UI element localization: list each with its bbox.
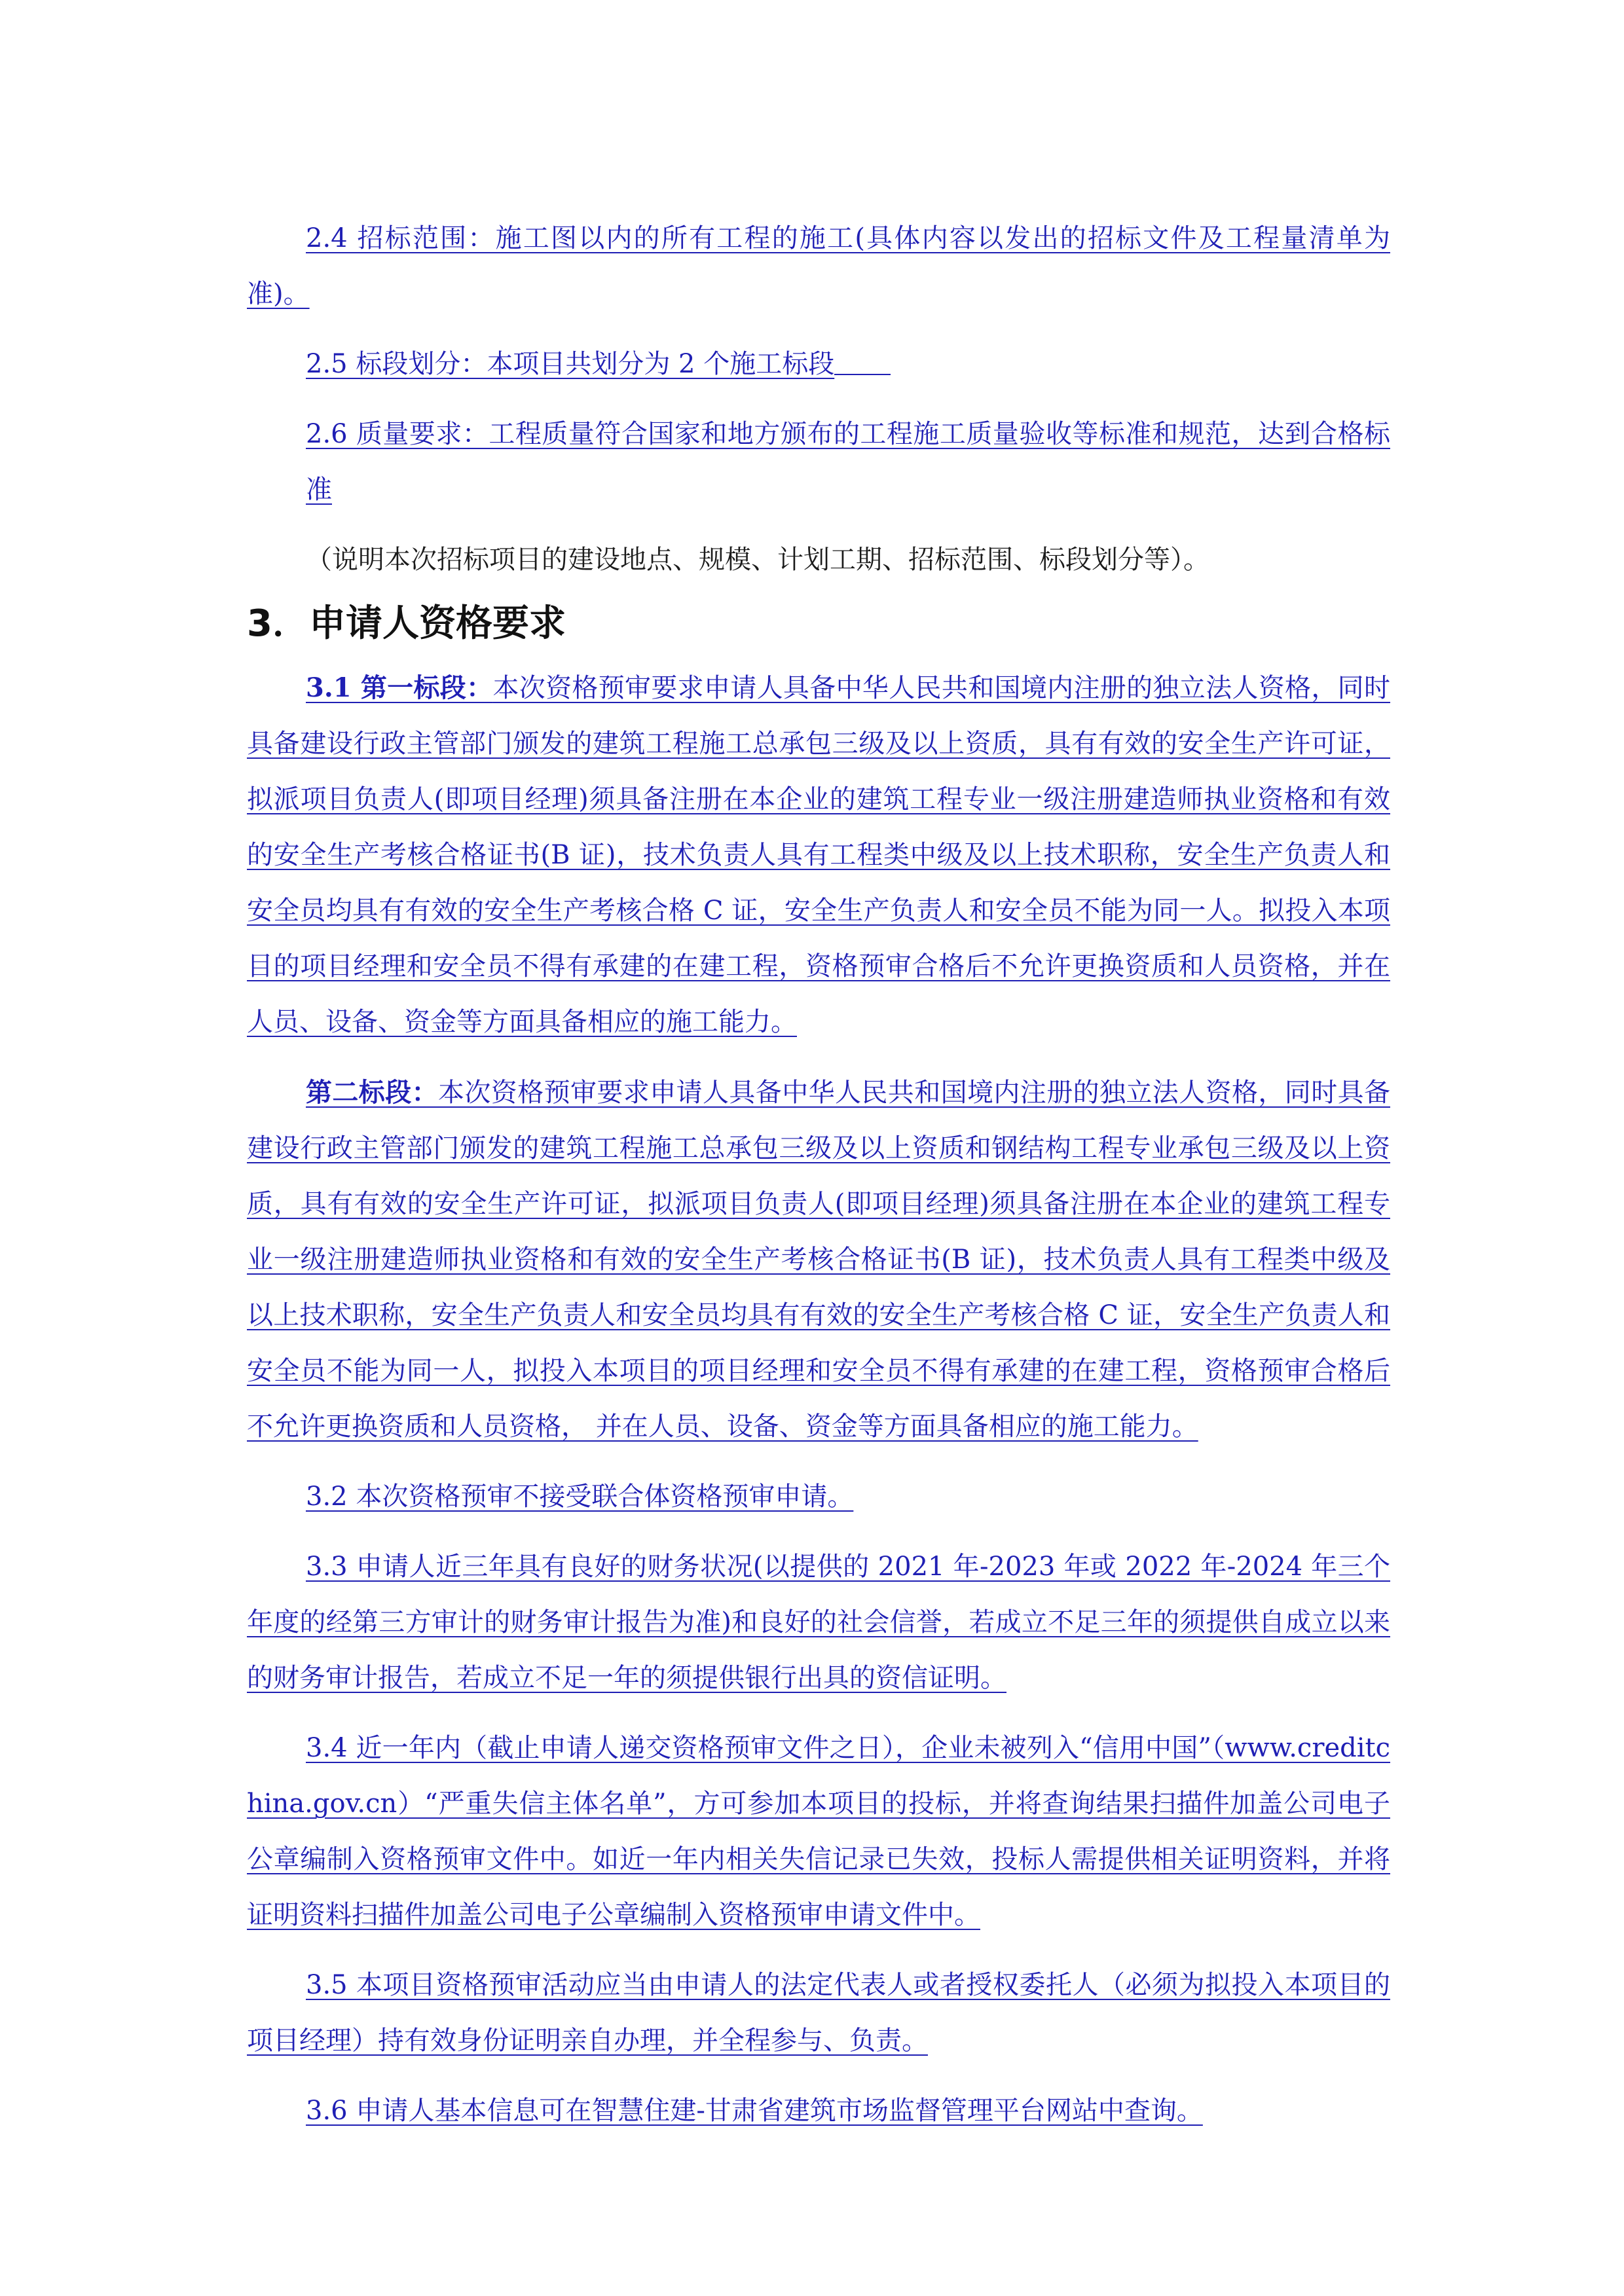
- section-3-1: [247, 660, 1390, 1050]
- section-3-1-lot-2-label: 第二标段：: [306, 1077, 438, 1108]
- document-body: [247, 211, 1390, 2153]
- section-3-2: [247, 1469, 1390, 1525]
- section-3-3-text: 3.3 申请人近三年具有良好的财务状况(以提供的 2021 年-2023 年或 2022 年-2024 年三个年度的经第三方审计的财务审计报告为准)和良好的社会信誉，若成立不足三年的须提供自成立以来的财务审计报告，若成立不足一年的须提供银行出具的资信证明。: [247, 1552, 1390, 1693]
- section-3-4: [247, 1721, 1390, 1943]
- section-3-2-text: 3.2 本次资格预审不接受联合体资格预审申请。: [306, 1482, 854, 1512]
- section-3-1-lot-2: [247, 1065, 1390, 1455]
- section-3-6-text: 3.6 申请人基本信息可在智慧住建-甘肃省建筑市场监督管理平台网站中查询。: [306, 2096, 1203, 2126]
- section-3-1-text: 本次资格预审要求申请人具备中华人民共和国境内注册的独立法人资格，同时具备建设行政主管部门颁发的建筑工程施工总承包三级及以上资质，具有有效的安全生产许可证，拟派项目负责人(即项目经理)须具备注册在本企业的建筑工程专业一级注册建造师执业资格和有效的安全生产考核合格证书(B 证)，技术负责人具有工程类中级及以上技术职称，安全生产负责人和安全员均具有有效的安全生产考核合格 C 证，安全生产负责人和安全员不能为同一人。拟投入本项目的项目经理和安全员不得有承建的在建工程，资格预审合格后不允许更换资质和人员资格，并在人员、设备、资金等方面具备相应的施工能力。: [247, 673, 1391, 1037]
- fill-blank-line: [834, 371, 891, 375]
- section-3-5: [247, 1958, 1390, 2069]
- section-3-4-text: 3.4 近一年内（截止申请人递交资格预审文件之日），企业未被列入“信用中国”（www.creditchina.gov.cn）“严重失信主体名单”，方可参加本项目的投标，并将查询结果扫描件加盖公司电子公章编制入资格预审文件中。如近一年内相关失信记录已失效，投标人需提供相关证明资料，并将证明资料扫描件加盖公司电子公章编制入资格预审申请文件中。: [247, 1733, 1390, 1930]
- instruction-note: （说明本次招标项目的建设地点、规模、计划工期、招标范围、标段划分等）。: [306, 545, 1209, 575]
- section-2-4-text: 2.4 招标范围：施工图以内的所有工程的施工(具体内容以发出的招标文件及工程量清单为准)。: [247, 223, 1390, 309]
- section-3-3: [247, 1539, 1390, 1706]
- section-3-5-text: 3.5 本项目资格预审活动应当由申请人的法定代表人或者授权委托人（必须为拟投入本项目的项目经理）持有效身份证明亲自办理，并全程参与、负责。: [247, 1970, 1390, 2056]
- section-3-1-label: 3.1 第一标段：: [306, 672, 493, 703]
- section-2-6-text: 2.6 质量要求：工程质量符合国家和地方颁布的工程施工质量验收等标准和规范，达到合格标准: [306, 419, 1390, 505]
- section-2-5-text: 2.5 标段划分：本项目共划分为 2 个施工标段: [306, 349, 835, 379]
- section-2-6: [247, 407, 1390, 518]
- section-2-4: [247, 211, 1390, 322]
- section-2-5: [247, 337, 1390, 392]
- section-3-heading: 3．申请人资格要求: [247, 602, 566, 645]
- section-3-1-lot-2-text: 本次资格预审要求申请人具备中华人民共和国境内注册的独立法人资格，同时具备建设行政主管部门颁发的建筑工程施工总承包三级及以上资质和钢结构工程专业承包三级及以上资质，具有有效的安全生产许可证，拟派项目负责人(即项目经理)须具备注册在本企业的建筑工程专业一级注册建造师执业资格和有效的安全生产考核合格证书(B 证)，技术负责人具有工程类中级及以上技术职称，安全生产负责人和安全员均具有有效的安全生产考核合格 C 证，安全生产负责人和安全员不能为同一人，拟投入本项目的项目经理和安全员不得有承建的在建工程，资格预审合格后不允许更换资质和人员资格， 并在人员、设备、资金等方面具备相应的施工能力。: [247, 1078, 1390, 1442]
- section-3-6: [247, 2083, 1390, 2139]
